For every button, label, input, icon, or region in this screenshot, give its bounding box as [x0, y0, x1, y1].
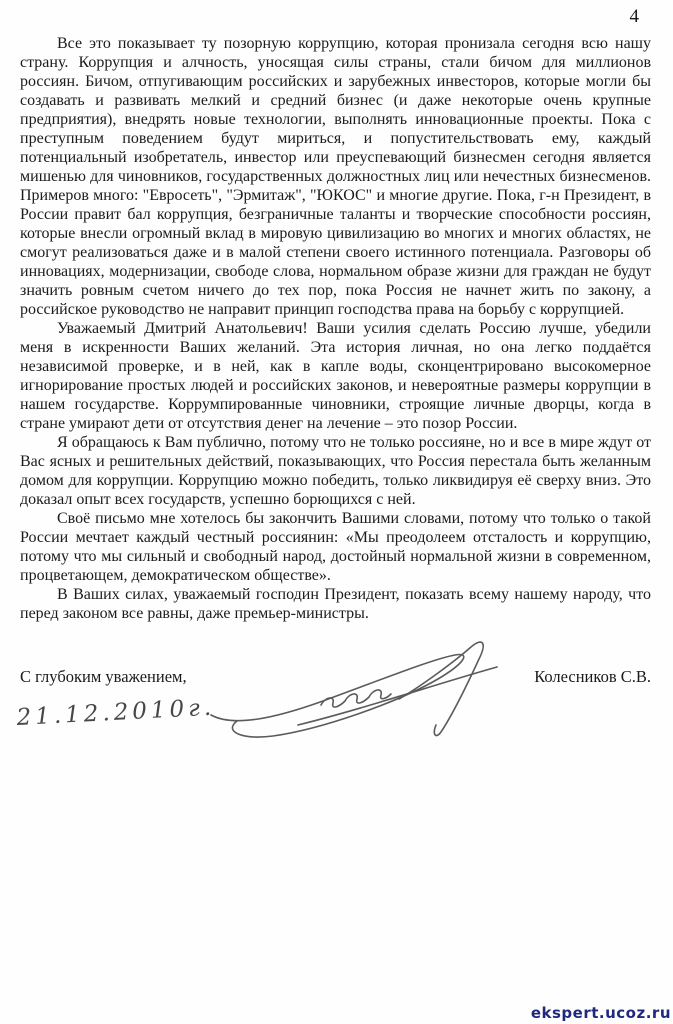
paragraph-final-call: В Ваших силах, уважаемый господин Президент, показать всему нашему народу, что перед законом все равны, даже премьер-министры. — [20, 586, 651, 622]
signature-icon — [203, 637, 505, 741]
letter-body — [20, 34, 651, 623]
page-number: 4 — [629, 6, 639, 27]
closing-salutation: С глубоким уважением, — [20, 667, 187, 686]
paragraph-corruption-overview: Все это показывает ту позорную коррупцию, которая пронизала сегодня всю нашу страну. Коррупция и алчность, уносящая силы страны, стали бичом для миллионов россиян. Бичом, отпугивающим российских и зарубежных инвесторов, которые могли бы создавать и развивать мелкий и средний бизнес (и даже некоторые очень крупные предприятия), внедрять новые технологии, выполнять инновационные проекты. Пока с преступным поведением будут мириться, и попустительствовать ему, каждый потенциальный изобретатель, инвестор или преуспевающий бизнесмен сегодня является мишенью для чиновников, государственных должностных лиц или нечестных бизнесменов. Примеров много: "Евросеть", "Эрмитаж", "ЮКОС" и многие другие. Пока, г-н Президент, в России правит бал коррупция, безграничные таланты и творческие способности россиян, которые внесли огромный вклад в мировую цивилизацию во многих и многих областях, не смогут реализоваться даже и в малой степени своего истинного потенциала. Разговоры об инновациях, модернизации, свободе слова, нормальном образе жизни для граждан не будут значить ровным счетом ничего до тех пор, пока Россия не начнет жить по закону, а российское руководство не направит принцип господства права на борьбу с коррупцией. — [20, 35, 651, 318]
paragraph-appeal-medvedev: Уважаемый Дмитрий Анатольевич! Ваши усилия сделать Россию лучше, убедили меня в искренности Ваших желаний. Эта история личная, но она легко поддаётся независимой проверке, и в ней, как в капле воды, сконцентрировано высокомерное игнорирование простых людей и российских законов, и невероятные размеры коррупции в нашем государстве. Коррумпированные чиновники, строящие личные дворцы, когда в стране умирают дети от отсутствия денег на лечение – это позор России. — [20, 320, 651, 432]
signer-name: Колесников С.В. — [534, 667, 651, 686]
handwritten-date: 21.12.2010г. — [16, 694, 216, 731]
paragraph-quote: Своё письмо мне хотелось бы закончить Вашими словами, потому что только о такой России мечтает каждый честный россиянин: «Мы преодолеем отсталость и коррупцию, потому что мы сильный и свободный народ, достойный нормальной жизни в современном, процветающем, демократическом обществе». — [20, 510, 651, 584]
watermark-site-label: ekspert.ucoz.ru — [530, 1004, 671, 1022]
paragraph-public-address: Я обращаюсь к Вам публично, потому что не только россияне, но и все в мире ждут от Вас ясных и решительных действий, показывающих, что Россия перестала быть желанным домом для коррупции. Коррупцию можно победить, только ликвидируя её сверху вниз. Это доказал опыт всех государств, успешно борющихся с ней. — [20, 434, 651, 508]
